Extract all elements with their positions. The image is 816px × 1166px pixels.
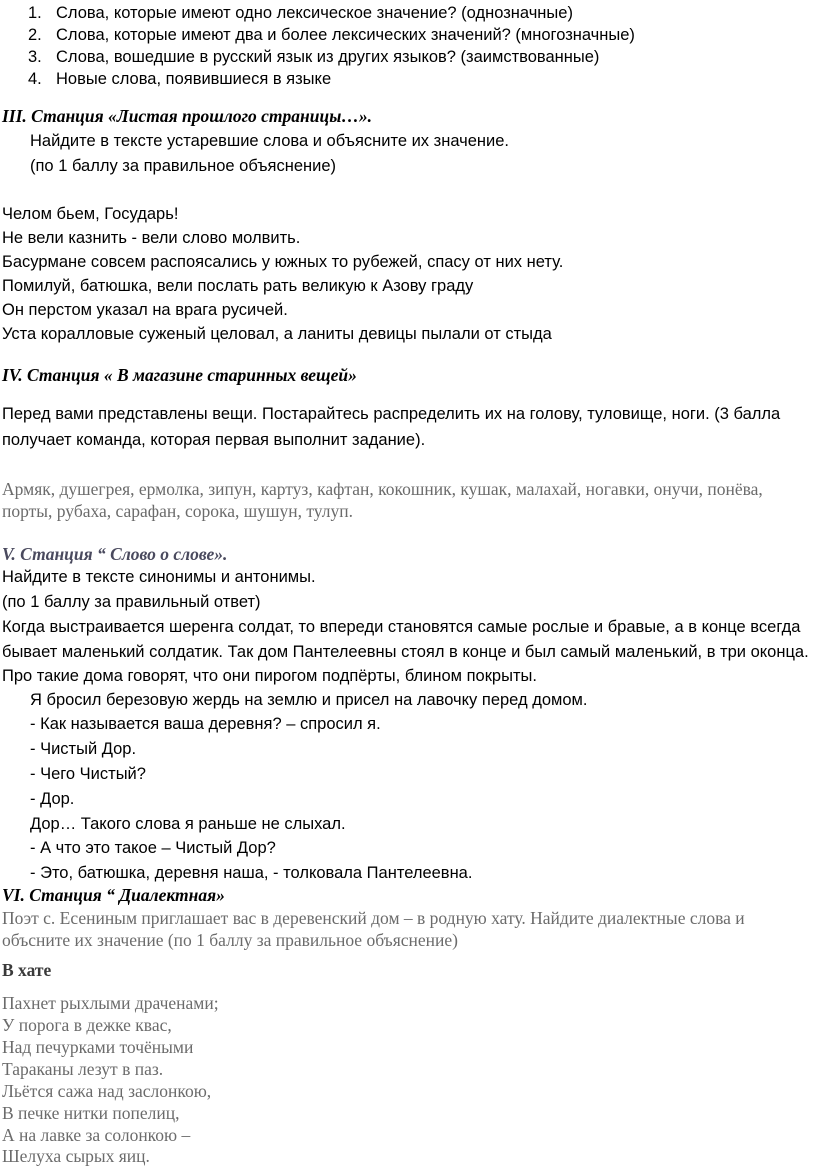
list-text: Слова, которые имеют два и более лексических значений? (многозначные) — [56, 26, 635, 44]
station5-dialog-line: - А что это такое – Чистый Дор? — [30, 839, 276, 857]
station4-task-line: получает команда, которая первая выполнит задание). — [2, 431, 426, 449]
station5-task: Найдите в тексте синонимы и антонимы. — [2, 568, 316, 586]
station3-text-line: Челом бьем, Государь! — [2, 205, 179, 223]
poem-line: Над печурками точёными — [2, 1037, 194, 1057]
station5-text-line: Когда выстраивается шеренга солдат, то впереди становятся самые рослые и бравые, а в конце всегда — [2, 618, 801, 636]
station5-heading: V. Станция “ Слово о слове». — [2, 544, 228, 564]
station3-task: Найдите в тексте устаревшие слова и объясните их значение. — [30, 132, 509, 150]
station3-heading: III. Станция «Листая прошлого страницы…». — [2, 106, 372, 126]
station5-dialog-line: - Это, батюшка, деревня наша, - толковала Пантелеевна. — [30, 864, 473, 882]
station3-text-line: Он перстом указал на врага русичей. — [2, 301, 288, 319]
station5-dialog-line: - Чего Чистый? — [30, 765, 146, 783]
station5-text-line: бывает маленький солдатик. Так дом Пантелеевны стоял в конце и был самый маленький, в три оконца. — [2, 643, 809, 661]
list-item — [28, 49, 599, 66]
station3-text-line: Уста коралловые суженый целовал, а ланиты девицы пылали от стыда — [2, 325, 552, 343]
list-number: 2. — [28, 26, 42, 44]
station5-dialog-line: Дор… Такого слова я раньше не слыхал. — [30, 815, 346, 833]
station5-score: (по 1 баллу за правильный ответ) — [2, 593, 261, 611]
station4-items-line: Армяк, душегрея, ермолка, зипун, картуз, кафтан, кокошник, кушак, малахай, ногавки, онучи, понёва, — [2, 479, 763, 499]
list-number: 3. — [28, 48, 42, 66]
station6-heading: VI. Станция “ Диалектная» — [2, 885, 225, 905]
list-item — [28, 5, 573, 22]
station4-heading: IV. Станция « В магазине старинных вещей» — [2, 365, 357, 385]
station4-task-line: Перед вами представлены вещи. Постарайтесь распределить их на голову, туловище, ноги. (3 балла — [2, 405, 781, 423]
poem-line: Тараканы лезут в паз. — [2, 1059, 164, 1079]
station5-dialog-line: - Дор. — [30, 790, 75, 808]
station5-dialog-line: - Как называется ваша деревня? – спросил я. — [30, 715, 381, 733]
list-number: 4. — [28, 70, 42, 88]
poem-line: Шелуха сырых яиц. — [2, 1146, 150, 1166]
list-number: 1. — [28, 4, 42, 22]
poem-line: А на лавке за солонкою – — [2, 1125, 191, 1145]
poem-line: Пахнет рыхлыми драченами; — [2, 993, 219, 1013]
poem-line: В печке нитки попелиц, — [2, 1103, 180, 1123]
poem-line: У порога в дежке квас, — [2, 1015, 172, 1035]
list-text: Слова, которые имеют одно лексическое значение? (однозначные) — [56, 4, 573, 22]
station5-dialog-line: Я бросил березовую жердь на землю и присел на лавочку перед домом. — [30, 691, 588, 709]
list-text: Слова, вошедшие в русский язык из других языков? (заимствованные) — [56, 48, 600, 66]
station6-task-line: Поэт с. Есениным приглашает вас в деревенский дом – в родную хату. Найдите диалектные слова и — [2, 908, 745, 928]
station3-score: (по 1 баллу за правильное объяснение) — [30, 157, 337, 175]
station5-text-line: Про такие дома говорят, что они пирогом подпёрты, блином покрыты. — [2, 667, 537, 685]
station4-items-line: порты, рубаха, сарафан, сорока, шушун, тулуп. — [2, 501, 353, 521]
list-item — [28, 27, 635, 44]
station3-text-line: Басурмане совсем распоясались у южных то рубежей, спасу от них нету. — [2, 253, 564, 271]
station3-text-line: Не вели казнить - вели слово молвить. — [2, 229, 301, 247]
list-text: Новые слова, появившиеся в языке — [56, 70, 332, 88]
station5-dialog-line: - Чистый Дор. — [30, 740, 137, 758]
poem-title: В хате — [2, 960, 52, 980]
list-item — [28, 71, 331, 88]
poem-line: Льётся сажа над заслонкою, — [2, 1081, 212, 1101]
station3-text-line: Помилуй, батюшка, вели послать рать великую к Азову граду — [2, 277, 474, 295]
station6-task-line: объсните их значение (по 1 баллу за правильное объяснение) — [2, 930, 458, 950]
